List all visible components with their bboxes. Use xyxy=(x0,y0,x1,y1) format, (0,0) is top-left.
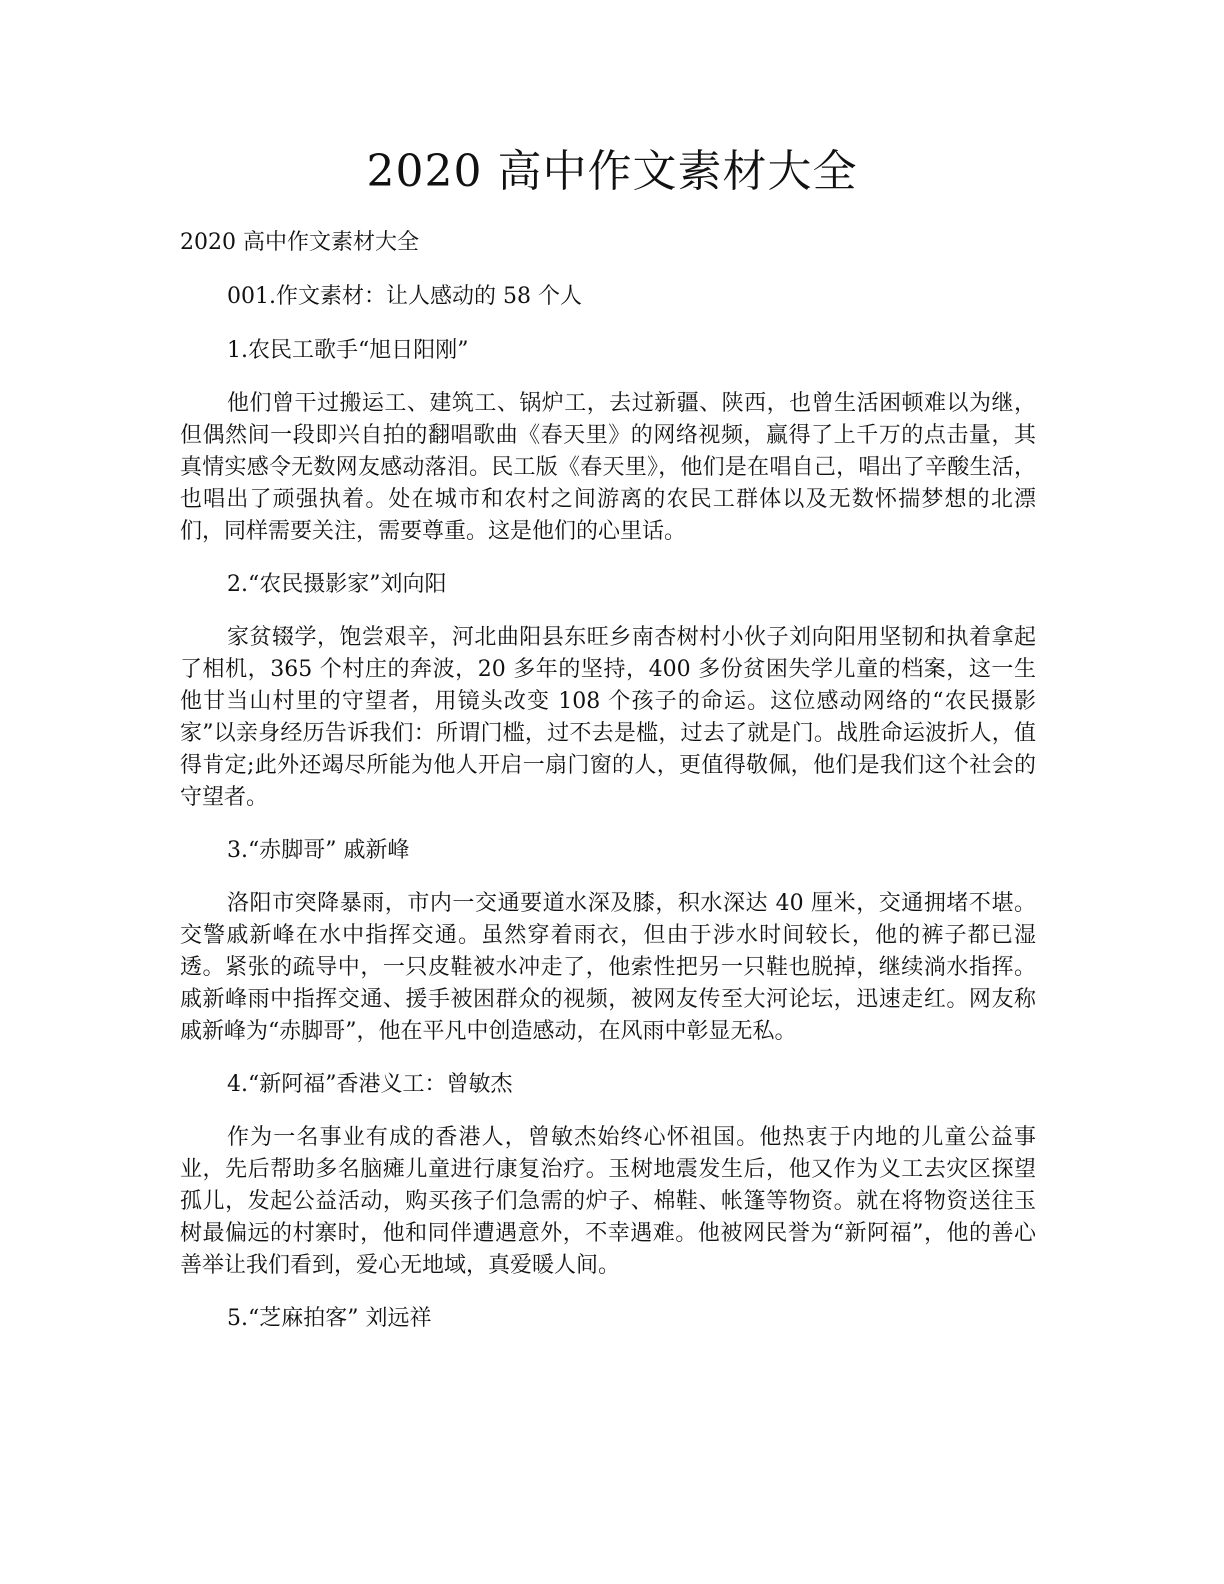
document-title: 2020 高中作文素材大全 xyxy=(366,146,858,197)
entry-heading: 2.“农民摄影家”刘向阳 xyxy=(227,572,447,597)
document-body xyxy=(180,226,1036,1356)
entry-paragraph: 洛阳市突降暴雨，市内一交通要道水深及膝，积水深达 40 厘米，交通拥堵不堪。交警戚新峰在水中指挥交通。虽然穿着雨衣，但由于涉水时间较长，他的裤子都已湿透。紧张的疏导中，一只皮鞋被水冲走了，他索性把另一只鞋也脱掉，继续淌水指挥。戚新峰雨中指挥交通、援手被困群众的视频，被网友传至大河论坛，迅速走红。网友称戚新峰为“赤脚哥”，他在平凡中创造感动，在风雨中彰显无私。 xyxy=(180,891,1036,1044)
entry-heading: 3.“赤脚哥” 戚新峰 xyxy=(227,838,410,863)
document-subtitle: 2020 高中作文素材大全 xyxy=(180,230,419,255)
entry-heading: 1.农民工歌手“旭日阳刚” xyxy=(227,338,469,363)
entry-paragraph: 他们曾干过搬运工、建筑工、锅炉工，去过新疆、陕西，也曾生活困顿难以为继，但偶然间一段即兴自拍的翻唱歌曲《春天里》的网络视频，赢得了上千万的点击量，其真情实感令无数网友感动落泪。民工版《春天里》，他们是在唱自己，唱出了辛酸生活，也唱出了顽强执着。处在城市和农村之间游离的农民工群体以及无数怀揣梦想的北漂们，同样需要关注，需要尊重。这是他们的心里话。 xyxy=(180,391,1036,544)
entry-paragraph: 作为一名事业有成的香港人，曾敏杰始终心怀祖国。他热衷于内地的儿童公益事业，先后帮助多名脑瘫儿童进行康复治疗。玉树地震发生后，他又作为义工去灾区探望孤儿，发起公益活动，购买孩子们急需的炉子、棉鞋、帐篷等物资。就在将物资送往玉树最偏远的村寨时，他和同伴遭遇意外，不幸遇难。他被网民誉为“新阿福”，他的善心善举让我们看到，爱心无地域，真爱暖人间。 xyxy=(180,1125,1036,1278)
entry-heading: 4.“新阿福”香港义工：曾敏杰 xyxy=(227,1072,513,1097)
entry-heading: 5.“芝麻拍客” 刘远祥 xyxy=(227,1306,432,1331)
section-heading: 001.作文素材：让人感动的 58 个人 xyxy=(227,284,582,309)
entry-paragraph: 家贫辍学，饱尝艰辛，河北曲阳县东旺乡南杏树村小伙子刘向阳用坚韧和执着拿起了相机，365 个村庄的奔波，20 多年的坚持，400 多份贫困失学儿童的档案，这一生他甘当山村里的守望者，用镜头改变 108 个孩子的命运。这位感动网络的“农民摄影家”以亲身经历告诉我们：所谓门槛，过不去是槛，过去了就是门。战胜命运波折人，值得肯定;此外还竭尽所能为他人开启一扇门窗的人，更值得敬佩，他们是我们这个社会的守望者。 xyxy=(180,625,1036,810)
